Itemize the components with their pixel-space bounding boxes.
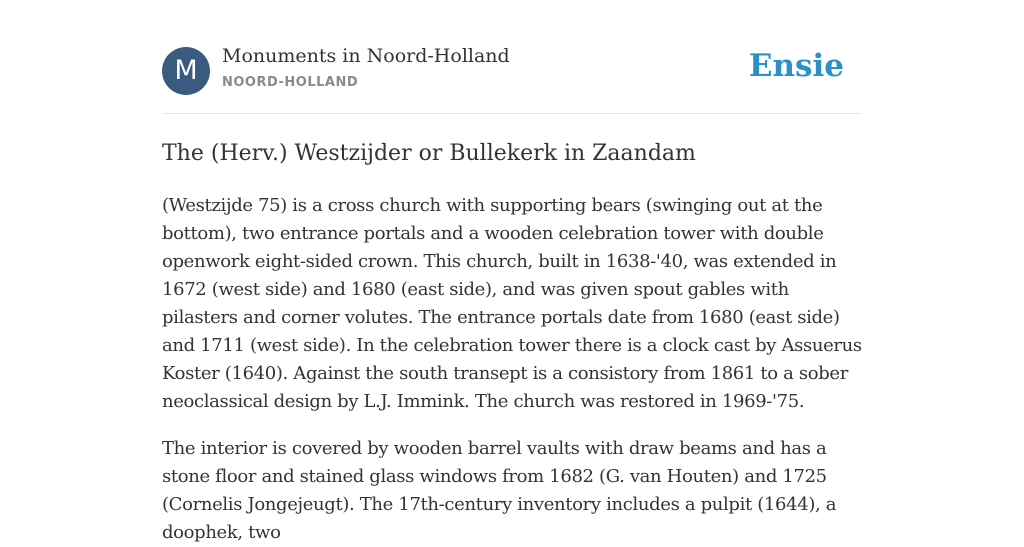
site-title[interactable]: Monuments in Noord-Holland — [222, 45, 510, 67]
site-header — [162, 0, 862, 114]
article-title: The (Herv.) Westzijder or Bullekerk in Zaandam — [162, 141, 696, 166]
content-container — [162, 0, 862, 547]
avatar[interactable]: M — [162, 47, 210, 95]
article-paragraph: (Westzijde 75) is a cross church with supporting bears (swinging out at the bottom), two entrance portals and a wooden celebration tower with double openwork eight-sided crown. This church, built in 1638-'40, was extended in 1672 (west side) and 1680 (east side), and was given spout gables with pilasters and corner volutes. The entrance portals date from 1680 (east side) and 1711 (west side). In the celebration tower there is a clock cast by Assuerus Koster (1640). Against the south transept is a consistory from 1861 to a sober neoclassical design by L.J. Immink. The church was restored in 1969-'75. — [162, 195, 862, 412]
article-paragraph: The interior is covered by wooden barrel vaults with draw beams and has a stone floor and stained glass windows from 1682 (G. van Houten) and 1725 (Cornelis Jongejeugt). The 17th-century inventory includes a pulpit (1644), a doophek, two — [162, 438, 837, 543]
ensie-logo[interactable]: Ensie — [748, 48, 844, 84]
site-subtitle[interactable]: NOORD-HOLLAND — [222, 75, 359, 90]
